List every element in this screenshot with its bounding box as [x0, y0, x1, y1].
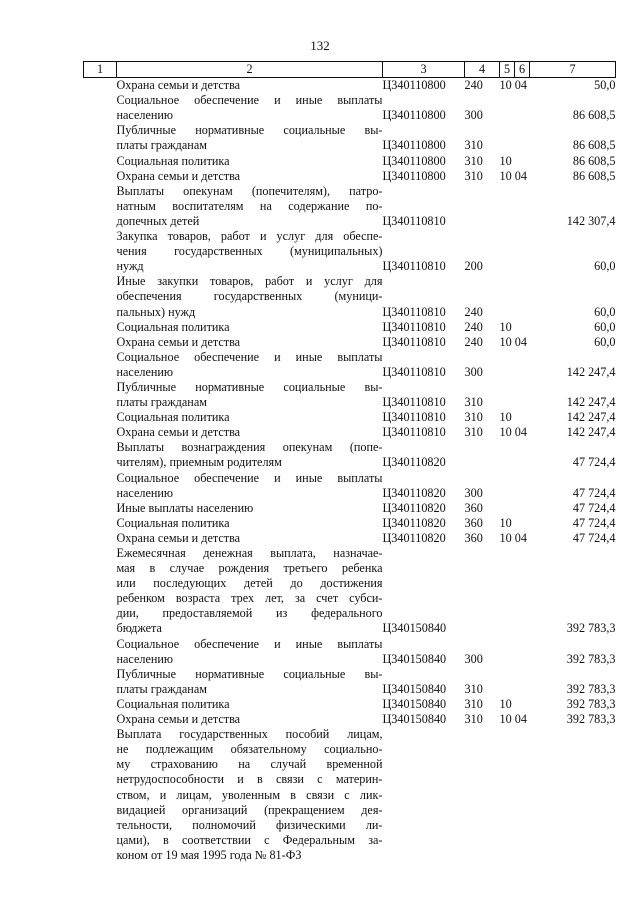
description-line: бюджета — [116, 621, 162, 636]
cell-col-1 — [84, 501, 117, 516]
section-subsection-code: 10 04 — [499, 425, 527, 440]
description-line: допечных детей — [116, 213, 200, 228]
expense-type-code: 310 — [464, 681, 483, 696]
description-line: платы гражданам — [116, 681, 207, 696]
description-line: Охрана семьи и детства — [116, 530, 241, 545]
target-code: Ц340150840 — [382, 712, 447, 727]
table-row — [84, 320, 616, 335]
description-line: населению — [116, 485, 174, 500]
section-subsection-code: 10 04 — [499, 78, 527, 93]
table-row — [84, 637, 616, 667]
cell-col-1 — [84, 169, 117, 184]
expense-type-code — [465, 184, 500, 229]
cell-col-1 — [84, 154, 117, 169]
row-description — [117, 501, 383, 516]
target-code: Ц340110820 — [382, 455, 446, 470]
target-code: Ц340150840 — [382, 696, 447, 711]
description-line: коном от 19 мая 1995 года № 81-ФЗ — [116, 847, 302, 862]
amount: 392 783,3 — [566, 681, 616, 696]
description-line: Социальное обеспечение и иные выплаты — [116, 470, 383, 485]
expense-type-code: 300 — [464, 485, 483, 500]
expense-type-code: 300 — [464, 108, 483, 123]
description-line: Выплаты вознаграждения опекунам (попе- — [116, 440, 383, 455]
target-code: Ц340110810 — [382, 334, 446, 349]
amount: 392 783,3 — [566, 621, 616, 636]
cell-col-1 — [84, 546, 117, 637]
section-subsection-code — [500, 123, 530, 153]
description-line: чителям), приемным родителям — [116, 455, 282, 470]
description-line: Закупка товаров, работ и услуг для обеспе- — [116, 229, 383, 244]
cell-col-1 — [84, 335, 117, 350]
description-line: Выплата государственных пособий лицам, — [116, 727, 383, 742]
section-subsection-code — [500, 440, 530, 470]
amount: 86 608,5 — [572, 138, 616, 153]
table-row — [84, 123, 616, 153]
expense-type-code: 240 — [464, 319, 483, 334]
target-code — [383, 727, 465, 863]
table-row — [84, 154, 616, 169]
table-body — [84, 78, 616, 863]
table-row — [84, 93, 616, 123]
expense-type-code: 310 — [464, 712, 483, 727]
cell-col-1 — [84, 274, 117, 319]
target-code: Ц340110810 — [382, 259, 446, 274]
amount: 86 608,5 — [572, 168, 616, 183]
row-description — [117, 667, 383, 697]
description-line: Социальное обеспечение и иные выплаты — [116, 349, 383, 364]
table-row — [84, 380, 616, 410]
cell-col-1 — [84, 184, 117, 229]
cell-col-1 — [84, 471, 117, 501]
description-line: Иные закупки товаров, работ и услуг для — [116, 274, 383, 289]
description-line: Охрана семьи и детства — [116, 168, 241, 183]
description-line: Социальная политика — [116, 696, 230, 711]
table-row — [84, 546, 616, 637]
expense-type-code: 240 — [464, 334, 483, 349]
expense-type-code — [465, 440, 500, 470]
section-subsection-code — [500, 184, 530, 229]
table-row — [84, 712, 616, 727]
amount: 392 783,3 — [566, 696, 616, 711]
expense-type-code: 200 — [464, 259, 483, 274]
description-line: Социальная политика — [116, 153, 230, 168]
amount: 142 247,4 — [566, 395, 616, 410]
table-row — [84, 274, 616, 319]
header-col-7: 7 — [530, 62, 616, 78]
target-code: Ц340110810 — [382, 395, 446, 410]
cell-col-1 — [84, 320, 117, 335]
row-description — [117, 154, 383, 169]
row-description — [117, 727, 383, 863]
description-line: платы гражданам — [116, 138, 207, 153]
section-subsection-code — [500, 501, 530, 516]
table-row — [84, 516, 616, 531]
header-col-6: 6 — [515, 62, 530, 78]
row-description — [117, 516, 383, 531]
section-subsection-code: 10 — [499, 153, 512, 168]
amount: 47 724,4 — [572, 500, 616, 515]
description-line: Охрана семьи и детства — [116, 78, 241, 93]
expense-type-code: 310 — [464, 696, 483, 711]
section-subsection-code: 10 — [499, 696, 512, 711]
row-description — [117, 335, 383, 350]
section-subsection-code: 10 04 — [499, 712, 527, 727]
expense-type-code: 360 — [464, 500, 483, 515]
cell-col-1 — [84, 697, 117, 712]
description-line: Охрана семьи и детства — [116, 425, 241, 440]
description-line: дии, предоставляемой из федерального — [116, 606, 383, 621]
description-line: видацией организаций (прекращением дея- — [116, 802, 383, 817]
description-line: Выплаты опекунам (попечителям), патро- — [116, 183, 383, 198]
description-line: мая в случае рождения третьего ребенка — [116, 561, 383, 576]
expense-type-code: 310 — [464, 168, 483, 183]
row-description — [117, 93, 383, 123]
target-code: Ц340110810 — [382, 425, 446, 440]
column-number-header — [84, 62, 616, 78]
description-line: или последующих детей до достижения — [116, 576, 383, 591]
target-code: Ц340110810 — [382, 304, 446, 319]
amount: 47 724,4 — [572, 485, 616, 500]
row-description — [117, 350, 383, 380]
header-col-1: 1 — [84, 62, 117, 78]
section-subsection-code — [500, 380, 530, 410]
row-description — [117, 184, 383, 229]
description-line: не подлежащим обязательному социально- — [116, 742, 383, 757]
table-row — [84, 425, 616, 440]
row-description — [117, 471, 383, 501]
expense-type-code: 310 — [464, 410, 483, 425]
table-row — [84, 531, 616, 546]
target-code: Ц340150840 — [382, 621, 447, 636]
target-code: Ц340110810 — [382, 410, 446, 425]
section-subsection-code: 10 04 — [499, 168, 527, 183]
table-row — [84, 727, 616, 863]
amount: 47 724,4 — [572, 515, 616, 530]
table-row — [84, 335, 616, 350]
description-line: населению — [116, 364, 174, 379]
section-subsection-code — [500, 471, 530, 501]
table-row — [84, 697, 616, 712]
description-line: Иные выплаты населению — [116, 500, 254, 515]
amount: 142 247,4 — [566, 425, 616, 440]
budget-table — [83, 61, 616, 863]
description-line: Социальное обеспечение и иные выплаты — [116, 93, 383, 108]
expense-type-code: 310 — [464, 138, 483, 153]
cell-col-1 — [84, 712, 117, 727]
description-line: нужд — [116, 259, 144, 274]
amount: 142 307,4 — [566, 213, 616, 228]
description-line: Социальная политика — [116, 515, 230, 530]
cell-col-1 — [84, 667, 117, 697]
target-code: Ц340110820 — [382, 515, 446, 530]
expense-type-code: 360 — [464, 515, 483, 530]
header-col-3: 3 — [383, 62, 465, 78]
section-subsection-code — [500, 667, 530, 697]
expense-type-code: 300 — [464, 364, 483, 379]
section-subsection-code — [500, 350, 530, 380]
target-code: Ц340110820 — [382, 485, 446, 500]
section-subsection-code: 10 04 — [499, 530, 527, 545]
row-description — [117, 169, 383, 184]
header-col-2: 2 — [117, 62, 383, 78]
target-code: Ц340150840 — [382, 651, 447, 666]
amount — [530, 727, 616, 863]
row-description — [117, 546, 383, 637]
cell-col-1 — [84, 440, 117, 470]
section-subsection-code: 10 — [499, 319, 512, 334]
amount: 47 724,4 — [572, 530, 616, 545]
expense-type-code — [465, 727, 500, 863]
amount: 60,0 — [594, 259, 616, 274]
expense-type-code: 240 — [464, 78, 483, 93]
cell-col-1 — [84, 93, 117, 123]
amount: 392 783,3 — [566, 712, 616, 727]
table-row — [84, 667, 616, 697]
target-code: Ц340110800 — [382, 108, 446, 123]
expense-type-code: 310 — [464, 395, 483, 410]
description-line: населению — [116, 651, 174, 666]
row-description — [117, 637, 383, 667]
description-line: пальных) нужд — [116, 304, 196, 319]
description-line: обеспечения государственных (муници- — [116, 289, 383, 304]
expense-type-code: 310 — [464, 425, 483, 440]
target-code: Ц340150840 — [382, 681, 447, 696]
description-line: Социальная политика — [116, 319, 230, 334]
description-line: Публичные нормативные социальные вы- — [116, 666, 383, 681]
description-line: чения государственных (муниципальных) — [116, 244, 383, 259]
description-line: Охрана семьи и детства — [116, 334, 241, 349]
cell-col-1 — [84, 637, 117, 667]
row-description — [117, 78, 383, 94]
table-row — [84, 440, 616, 470]
table-row — [84, 184, 616, 229]
section-subsection-code: 10 — [499, 410, 512, 425]
table-row — [84, 501, 616, 516]
row-description — [117, 697, 383, 712]
expense-type-code: 240 — [464, 304, 483, 319]
description-line: Социальное обеспечение и иные выплаты — [116, 636, 383, 651]
target-code: Ц340110800 — [382, 168, 446, 183]
amount: 86 608,5 — [572, 153, 616, 168]
row-description — [117, 440, 383, 470]
description-line: Публичные нормативные социальные вы- — [116, 123, 383, 138]
target-code: Ц340110800 — [382, 138, 446, 153]
row-description — [117, 320, 383, 335]
cell-col-1 — [84, 410, 117, 425]
row-description — [117, 123, 383, 153]
row-description — [117, 380, 383, 410]
description-line: цами), в соответствии с Федеральным за- — [116, 832, 383, 847]
row-description — [117, 712, 383, 727]
row-description — [117, 274, 383, 319]
description-line: населению — [116, 108, 174, 123]
expense-type-code: 300 — [464, 651, 483, 666]
description-line: тельности, полномочий физическими ли- — [116, 817, 383, 832]
amount: 50,0 — [594, 78, 616, 93]
section-subsection-code — [500, 637, 530, 667]
amount: 142 247,4 — [566, 410, 616, 425]
section-subsection-code — [500, 546, 530, 637]
expense-type-code — [465, 546, 500, 637]
header-col-4: 4 — [465, 62, 500, 78]
description-line: Ежемесячная денежная выплата, назначае- — [116, 546, 383, 560]
section-subsection-code — [500, 229, 530, 274]
cell-col-1 — [84, 531, 117, 546]
amount: 86 608,5 — [572, 108, 616, 123]
table-row — [84, 471, 616, 501]
cell-col-1 — [84, 425, 117, 440]
header-col-5: 5 — [500, 62, 515, 78]
description-line: платы гражданам — [116, 395, 207, 410]
cell-col-1 — [84, 229, 117, 274]
cell-col-1 — [84, 380, 117, 410]
target-code: Ц340110820 — [382, 530, 446, 545]
amount: 60,0 — [594, 304, 616, 319]
expense-type-code: 310 — [464, 153, 483, 168]
cell-col-1 — [84, 123, 117, 153]
section-subsection-code: 10 04 — [499, 334, 527, 349]
target-code: Ц340110810 — [382, 213, 446, 228]
row-description — [117, 410, 383, 425]
amount: 47 724,4 — [572, 455, 616, 470]
section-subsection-code — [500, 93, 530, 123]
target-code: Ц340110810 — [382, 364, 446, 379]
description-line: натным воспитателям на содержание по- — [116, 198, 383, 213]
description-line: ством, и лицам, уволенным в связи с лик- — [116, 787, 383, 802]
table-row — [84, 410, 616, 425]
description-line: Социальная политика — [116, 410, 230, 425]
table-row — [84, 229, 616, 274]
section-subsection-code: 10 — [499, 515, 512, 530]
amount: 142 247,4 — [566, 364, 616, 379]
amount: 392 783,3 — [566, 651, 616, 666]
cell-col-1 — [84, 350, 117, 380]
cell-col-1 — [84, 78, 117, 94]
description-line: нетрудоспособности и в связи с материн- — [116, 772, 383, 787]
description-line: Охрана семьи и детства — [116, 712, 241, 727]
target-code: Ц340110820 — [382, 500, 446, 515]
description-line: ребенком возраста трех лет, за счет субси- — [116, 591, 383, 606]
target-code: Ц340110800 — [382, 153, 446, 168]
amount: 60,0 — [594, 334, 616, 349]
page-number: 132 — [310, 38, 330, 53]
cell-col-1 — [84, 727, 117, 863]
cell-col-1 — [84, 516, 117, 531]
amount: 60,0 — [594, 319, 616, 334]
target-code: Ц340110800 — [382, 78, 446, 93]
table-row — [84, 350, 616, 380]
expense-type-code: 360 — [464, 530, 483, 545]
description-line: му страхованию на случай временной — [116, 757, 383, 772]
description-line: Публичные нормативные социальные вы- — [116, 379, 383, 394]
table-row — [84, 169, 616, 184]
row-description — [117, 531, 383, 546]
table-row — [84, 78, 616, 94]
row-description — [117, 229, 383, 274]
section-subsection-code — [500, 727, 530, 863]
row-description — [117, 425, 383, 440]
section-subsection-code — [500, 274, 530, 319]
target-code: Ц340110810 — [382, 319, 446, 334]
